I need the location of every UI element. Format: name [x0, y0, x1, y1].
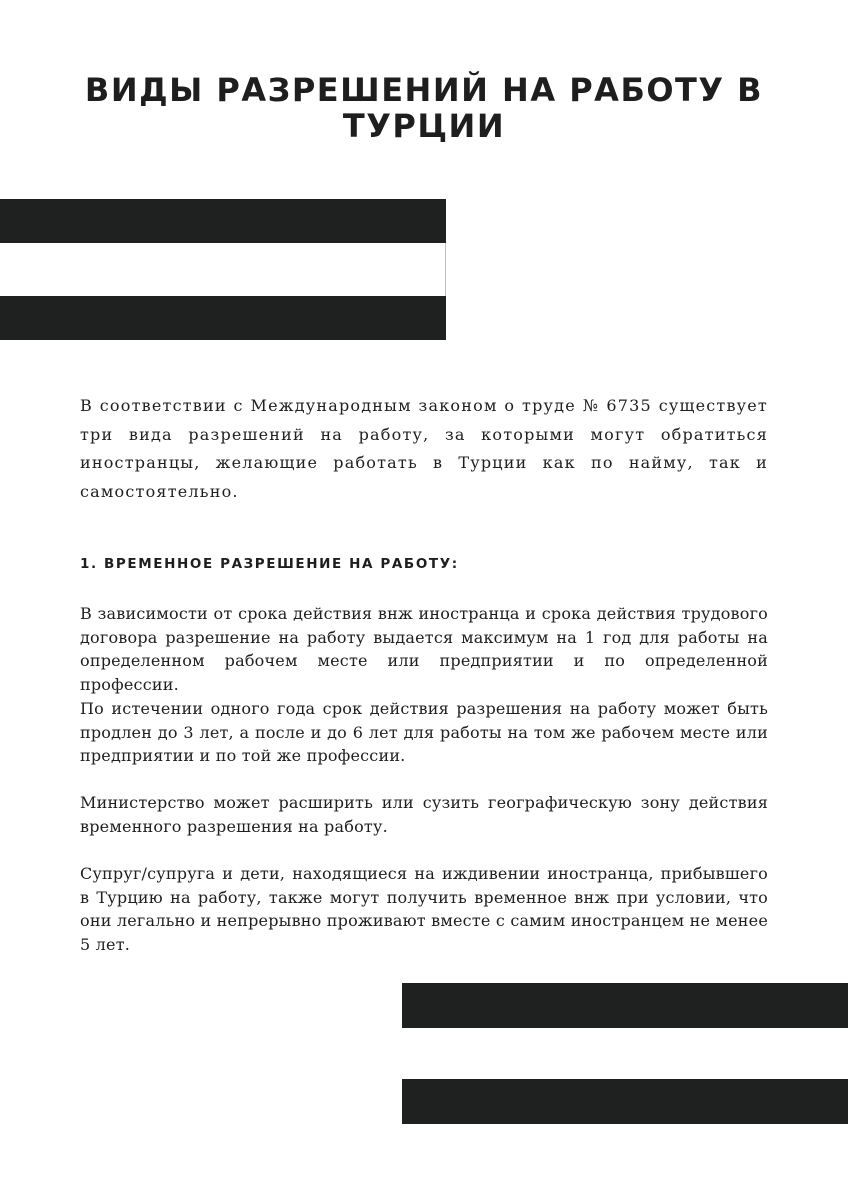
body-paragraph-4: Супруг/супруга и дети, находящиеся на иждивении иностранца, прибывшего в Турцию на работу, также могут получить временное внж при условии, что они легально и непрерывно проживают вместе с самим иностранцем не менее 5 лет. [80, 864, 768, 954]
section-heading: 1. ВРЕМЕННОЕ РАЗРЕШЕНИЕ НА РАБОТУ: [80, 556, 459, 572]
decorative-stripe-top-1 [0, 199, 446, 243]
body-paragraph-2: По истечении одного года срок действия разрешения на работу может быть продлен до 3 лет, а после и до 6 лет для работы на том же рабочем месте или предприятии и по той же профессии. [80, 699, 768, 765]
decorative-divider-line [445, 243, 446, 296]
page-title: ВИДЫ РАЗРЕШЕНИЙ НА РАБОТУ В ТУРЦИИ [84, 71, 764, 145]
decorative-stripe-bottom-2 [402, 1079, 848, 1124]
decorative-stripe-bottom-1 [402, 983, 848, 1028]
body-paragraph-1: В зависимости от срока действия внж иностранца и срока действия трудового договора разрешение на работу выдается максимум на 1 год для работы на определенном рабочем месте или предприятии и по определенной профессии. [80, 604, 768, 694]
intro-paragraph: В соответствии с Международным законом о труде № 6735 существует три вида разрешений на работу, за которыми могут обратиться иностранцы, желающие работать в Турции как по найму, так и самостоятельно. [80, 396, 768, 501]
body-paragraph-3: Министерство может расширить или сузить географическую зону действия временного разрешения на работу. [80, 793, 768, 836]
decorative-stripe-top-2 [0, 296, 446, 340]
